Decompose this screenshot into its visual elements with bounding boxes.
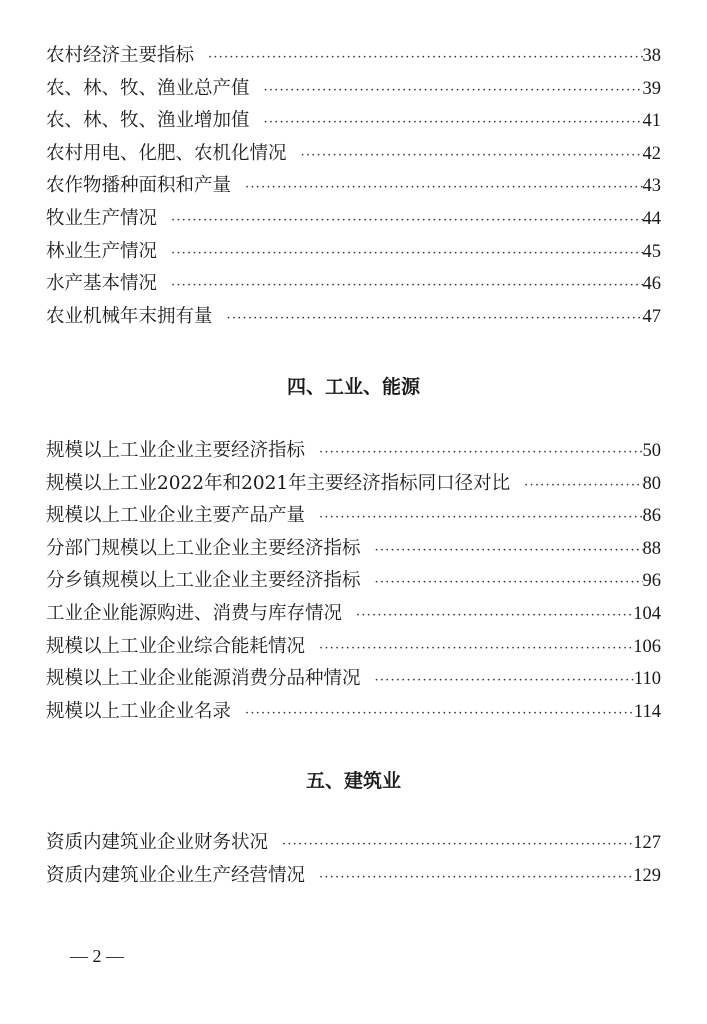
toc-entry-page: 129 <box>633 865 661 886</box>
toc-entry-title: 水产基本情况 <box>46 273 158 295</box>
toc-entry-title: 规模以上工业企业主要产品产量 <box>46 505 306 527</box>
toc-entry-title: 规模以上工业企业综合能耗情况 <box>46 635 306 657</box>
dot-leader <box>319 437 642 470</box>
toc-entry[interactable] <box>46 696 661 729</box>
section-heading-industry-energy: 四、工业、能源 <box>286 376 420 398</box>
toc-entry-page: 114 <box>633 701 661 722</box>
toc-entry-title: 牧业生产情况 <box>46 207 158 229</box>
toc-entry-page: 46 <box>642 274 661 295</box>
toc-entry-page: 43 <box>642 176 661 197</box>
toc-entry[interactable] <box>46 565 661 598</box>
toc-entry-title: 农、林、牧、渔业总产值 <box>46 77 250 99</box>
toc-entry-title: 工业企业能源购进、消费与库存情况 <box>46 602 343 624</box>
toc-entry-title: 规模以上工业企业主要经济指标 <box>46 440 306 461</box>
dot-leader <box>375 535 643 568</box>
dot-leader <box>282 829 633 862</box>
toc-entry-page: 104 <box>633 603 661 624</box>
toc-entry-title: 农作物播种面积和产量 <box>46 175 232 197</box>
toc-entry[interactable] <box>46 203 661 236</box>
toc-entry-title: 规模以上工业2022年和2021年主要经济指标同口径对比 <box>46 472 511 494</box>
toc-entry-page: 86 <box>642 506 661 527</box>
toc-entry-page: 39 <box>642 78 661 99</box>
toc-entry-page: 50 <box>642 441 661 461</box>
toc-entry-title: 农、林、牧、渔业增加值 <box>46 110 250 132</box>
toc-entry-title: 分乡镇规模以上工业企业主要经济指标 <box>46 570 361 592</box>
toc-entry-page: 45 <box>642 241 661 262</box>
dot-leader <box>375 665 634 698</box>
toc-group-construction <box>46 827 661 892</box>
dot-leader <box>264 107 643 140</box>
toc-entry[interactable] <box>46 73 661 106</box>
toc-entry-page: 41 <box>642 111 661 132</box>
dot-leader <box>319 862 633 895</box>
toc-entry-title: 农村用电、化肥、农机化情况 <box>46 142 287 164</box>
toc-entry[interactable] <box>46 631 661 664</box>
toc-entry[interactable] <box>46 663 661 696</box>
section-heading-construction: 五、建筑业 <box>305 770 401 792</box>
toc-entry-page: 38 <box>642 46 661 66</box>
toc-entry[interactable] <box>46 500 661 533</box>
dot-leader <box>245 698 634 731</box>
dot-leader <box>245 172 642 205</box>
toc-entry-title: 农村经济主要指标 <box>46 45 195 66</box>
toc-entry-title: 分部门规模以上工业企业主要经济指标 <box>46 537 361 559</box>
page-number: — 2 — <box>70 946 124 966</box>
toc-entry[interactable] <box>46 468 661 501</box>
dot-leader <box>375 567 643 600</box>
toc-group-agriculture <box>46 40 661 333</box>
dot-leader <box>171 270 642 303</box>
toc-entry-title: 资质内建筑业企业生产经营情况 <box>46 864 306 886</box>
toc-entry-title: 林业生产情况 <box>46 240 158 262</box>
dot-leader <box>319 502 642 535</box>
toc-entry-page: 47 <box>642 306 661 327</box>
toc-entry-page: 44 <box>642 208 661 229</box>
toc-entry[interactable] <box>46 860 661 893</box>
toc-entry-title: 资质内建筑业企业财务状况 <box>46 832 269 853</box>
toc-entry-page: 96 <box>642 571 661 592</box>
toc-entry-title: 农业机械年末拥有量 <box>46 305 213 327</box>
dot-leader <box>208 42 642 75</box>
toc-group-industry-energy <box>46 435 661 728</box>
toc-entry[interactable] <box>46 170 661 203</box>
toc-entry-page: 127 <box>633 833 661 853</box>
toc-entry[interactable] <box>46 40 661 73</box>
dot-leader <box>171 238 642 271</box>
toc-entry-page: 88 <box>642 538 661 559</box>
toc-entry-page: 106 <box>633 636 661 657</box>
toc-entry-page: 42 <box>642 143 661 164</box>
toc-entry[interactable] <box>46 105 661 138</box>
toc-entry[interactable] <box>46 268 661 301</box>
toc-entry-title: 规模以上工业企业能源消费分品种情况 <box>46 668 361 690</box>
toc-entry[interactable] <box>46 827 661 860</box>
toc-entry[interactable] <box>46 138 661 171</box>
dot-leader <box>264 75 643 108</box>
dot-leader <box>227 303 643 336</box>
toc-entry[interactable] <box>46 533 661 566</box>
toc-entry[interactable] <box>46 236 661 269</box>
dot-leader <box>524 470 642 503</box>
dot-leader <box>356 600 633 633</box>
dot-leader <box>301 140 643 173</box>
dot-leader <box>171 205 642 238</box>
toc-entry-page: 110 <box>633 669 661 690</box>
toc-entry[interactable] <box>46 435 661 468</box>
toc-entry[interactable] <box>46 598 661 631</box>
toc-entry-title: 规模以上工业企业名录 <box>46 700 232 722</box>
toc-entry-page: 80 <box>642 473 661 494</box>
dot-leader <box>319 633 633 666</box>
toc-entry[interactable] <box>46 301 661 334</box>
